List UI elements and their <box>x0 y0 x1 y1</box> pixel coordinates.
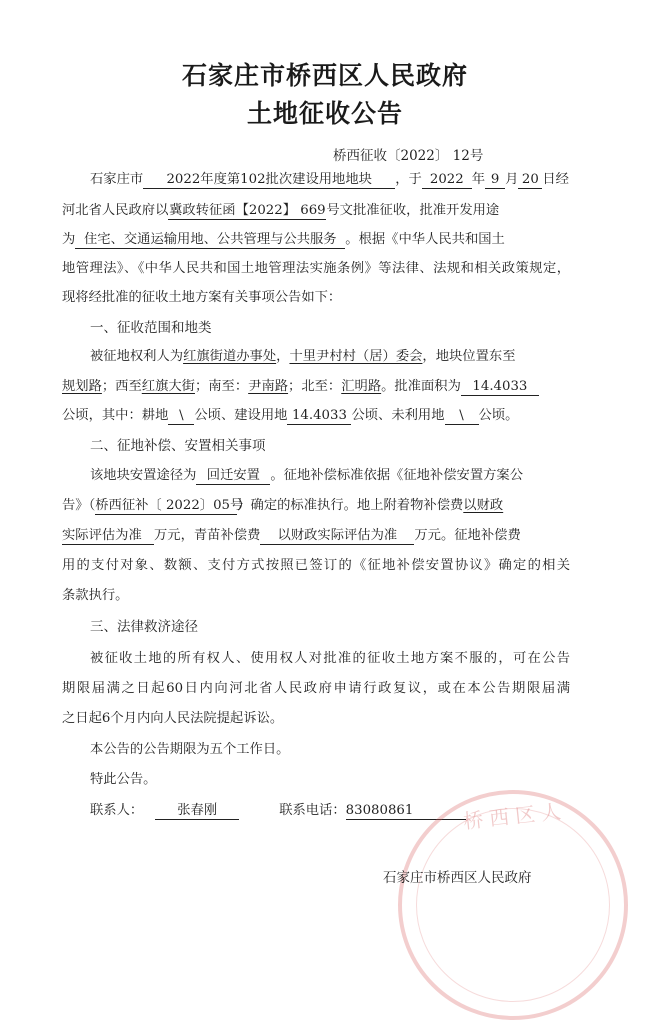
resettlement-field: 回迁安置 <box>196 467 270 485</box>
south-boundary: 尹南路 <box>248 379 289 394</box>
section-3-line-3: 之日起6个月内向人民法院提起诉讼。 <box>62 711 284 726</box>
west-boundary: 红旗大街 <box>141 379 195 394</box>
owner-b: 十里尹村村（居）委会 <box>289 349 423 364</box>
usage-field: 住宅、交通运输用地、公共管理与公共服务 <box>75 231 345 249</box>
section-1-line-1: 被征地权利人为红旗街道办事处，十里尹村村（居）委会，地块位置东至 <box>90 349 516 364</box>
east-boundary: 规划路 <box>62 379 102 394</box>
compensation-plan-field: 桥西征补〔 2022〕05号 <box>95 498 244 513</box>
section-3-line-2: 期限届满之日起60日内向河北省人民政府申请行政复议，或在本公告期限届满 <box>62 681 570 696</box>
section-2-line-2: 告》（桥西征补〔 2022〕05号）确定的标准执行。地上附着物补偿费以财政 <box>62 498 504 513</box>
attachment-fee-b: 实际评估为准 <box>62 527 154 545</box>
approval-doc-field: 冀政转征函【2022】 669 <box>169 203 326 218</box>
construction-land-field: 14.4033 <box>287 407 351 425</box>
contact-line <box>90 801 466 821</box>
intro-line-4: 地管理法》、《中华人民共和国土地管理法实施条例》等法律、法规和相关政策规定， <box>62 261 570 276</box>
notice-period: 本公告的公告期限为五个工作日。 <box>90 742 290 757</box>
phone-label: 联系电话： <box>279 803 346 818</box>
north-boundary: 汇明路 <box>341 379 382 394</box>
section-2-line-1: 该地块安置途径为 回迁安置 。征地补偿标准依据《征地补偿安置方案公 <box>90 468 524 483</box>
intro-line-5: 现将经批准的征收土地方案有关事项公告如下： <box>62 290 342 305</box>
intro-line-2: 河北省人民政府以冀政转征函【2022】 669号文批准征收，批准开发用途 <box>62 203 500 218</box>
issuing-authority: 石家庄市桥西区人民政府 <box>383 870 532 886</box>
section-3-line-1: 被征收土地的所有权人、使用权人对批准的征收土地方案不服的，可在公告 <box>90 651 570 666</box>
crop-fee-field: 以财政实际评估为准 <box>260 527 414 545</box>
section-2-line-4: 用的支付对象、数额、支付方式按照已签订的《征地补偿安置协议》确定的相关 <box>62 558 570 573</box>
unused-land-field: \ <box>445 407 479 425</box>
document-title-issuer: 石家庄市桥西区人民政府 <box>181 61 468 90</box>
year-field: 2022 <box>422 171 472 189</box>
section-2-heading: 二、征地补偿、安置相关事项 <box>90 438 266 454</box>
section-1-line-2: 规划路；西至红旗大街；南至：尹南路；北至：汇明路。批准面积为 14.4033 <box>62 377 539 397</box>
intro-line-1: 石家庄市 2022年度第102批次建设用地地块 ，于 2022 年 9 月 20 日经 <box>90 172 569 187</box>
official-seal <box>398 790 628 1020</box>
day-field: 20 <box>518 171 542 189</box>
document-title: 土地征收公告 <box>246 99 403 128</box>
section-3-heading: 三、法律救济途径 <box>90 619 198 635</box>
attachment-fee-a: 以财政 <box>463 498 504 513</box>
month-field: 9 <box>485 171 505 189</box>
section-1-heading: 一、征收范围和地类 <box>90 320 212 336</box>
section-2-line-3: 实际评估为准 万元，青苗补偿费 以财政实际评估为准 万元。征地补偿费 <box>62 528 521 543</box>
section-1-line-3: 公顷，其中：耕地 \ 公顷、建设用地 14.4033 公顷、未利用地 \ 公顷。 <box>62 408 519 423</box>
farmland-field: \ <box>168 407 194 425</box>
area-field: 14.4033 <box>461 378 539 396</box>
owner-a: 红旗街道办事处 <box>183 349 277 364</box>
contact-label: 联系人： <box>90 803 144 818</box>
contact-name: 张春刚 <box>155 802 239 820</box>
contact-phone: 83080861 <box>346 802 466 820</box>
notice-closing: 特此公告。 <box>90 772 157 787</box>
batch-field: 2022年度第102批次建设用地地块 <box>143 171 395 189</box>
document-number: 桥西征收〔2022〕 12号 <box>333 148 484 164</box>
intro-line-3: 为 住宅、交通运输用地、公共管理与公共服务 。根据《中华人民共和国土 <box>62 232 505 247</box>
seal-text: 桥西区人 <box>462 798 569 834</box>
section-2-line-5: 条款执行。 <box>62 588 129 603</box>
